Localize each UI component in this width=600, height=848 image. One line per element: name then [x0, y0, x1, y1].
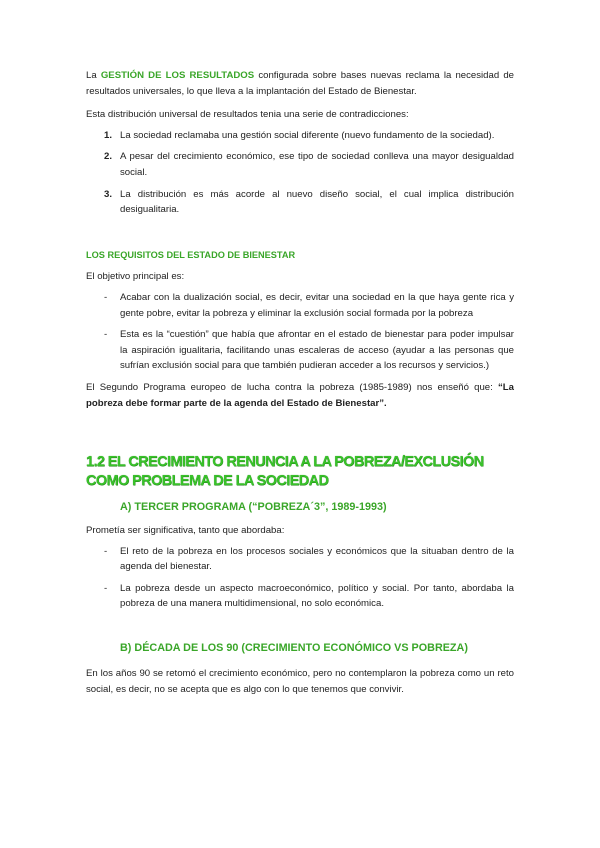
dash-marker: -: [104, 545, 108, 557]
list-item-text: Acabar con la dualización social, es decir, evitar una sociedad en la que haya gente rica y gente pobre, evitar la pobreza y eliminar la exclusión social formada por la pobreza: [120, 291, 514, 319]
list-item-text: A pesar del crecimiento económico, ese tipo de sociedad conlleva una mayor desigualdad social.: [120, 151, 514, 178]
subsection-a-list: [86, 544, 514, 612]
list-item: [86, 581, 514, 612]
list-item-text: Esta es la “cuestión” que había que afrontar en el estado de bienestar para poder impulsar la aspiración igualitaria, facilitando unas escaleras de acceso (ayudar a las personas que sufrían exclusión social para que también pudieran acceder a los recursos y servicios.): [120, 329, 514, 372]
document-page: [86, 68, 514, 697]
list-item: [86, 187, 514, 218]
subsection-a-heading: A) TERCER PROGRAMA (“POBREZA´3”, 1989-1993): [120, 501, 387, 514]
list-number: 3.: [104, 188, 113, 200]
list-item: [86, 544, 514, 575]
intro-prefix: La: [86, 70, 101, 81]
list-item: [86, 128, 514, 144]
programa-prefix: El Segundo Programa europeo de lucha contra la pobreza (1985-1989) nos enseñó que:: [86, 381, 498, 393]
contradictions-list: [86, 128, 514, 218]
list-item: [86, 149, 514, 180]
requisitos-heading: LOS REQUISITOS DEL ESTADO DE BIENESTAR: [86, 249, 296, 260]
dash-marker: -: [104, 329, 108, 341]
list-number: 1.: [104, 129, 113, 141]
requisitos-list: [86, 290, 514, 374]
list-item: [86, 327, 514, 374]
list-number: 2.: [104, 151, 113, 163]
list-item: [86, 290, 514, 321]
intro-paragraph: [86, 68, 514, 99]
dash-marker: -: [104, 582, 108, 594]
list-item-text: La pobreza desde un aspecto macroeconómico, político y social. Por tanto, abordaba la pobreza de una manera multidimensional, no solo económica.: [120, 582, 514, 610]
list-item-text: La distribución es más acorde al nuevo diseño social, el cual implica distribución desigualitaria.: [120, 188, 514, 216]
subsection-b-heading: B) DÉCADA DE LOS 90 (CRECIMIENTO ECONÓMICO VS POBREZA): [120, 642, 468, 655]
distribution-lead: Esta distribución universal de resultados tenia una serie de contradicciones:: [86, 109, 409, 121]
subsection-a-lead: Prometía ser significativa, tanto que abordaba:: [86, 525, 285, 537]
dash-marker: -: [104, 291, 108, 303]
intro-highlight: GESTIÓN DE LOS RESULTADOS: [100, 70, 255, 81]
subsection-b-text: En los años 90 se retomó el crecimiento económico, pero no contemplaron la pobreza como un reto social, es decir, no se acepta que es algo con lo que tenemos que convivir.: [86, 668, 514, 695]
section-heading: 1.2 EL CRECIMIENTO RENUNCIA A LA POBREZA/EXCLUSIÓN COMO PROBLEMA DE LA SOCIEDAD: [86, 454, 484, 490]
intro-rest: configurada sobre bases nuevas reclama la necesidad de resultados universales, lo que lleva a la implantación del Estado de Bienestar.: [86, 70, 515, 97]
list-item-text: El reto de la pobreza en los procesos sociales y económicos que la situaban dentro de la agenda del bienestar.: [120, 545, 514, 573]
programa-paragraph: [86, 380, 514, 411]
list-item-text: La sociedad reclamaba una gestión social diferente (nuevo fundamento de la sociedad).: [120, 129, 495, 141]
requisitos-lead: El objetivo principal es:: [86, 271, 185, 283]
programa-quote: “La pobreza debe formar parte de la agenda del Estado de Bienestar”.: [86, 381, 514, 409]
